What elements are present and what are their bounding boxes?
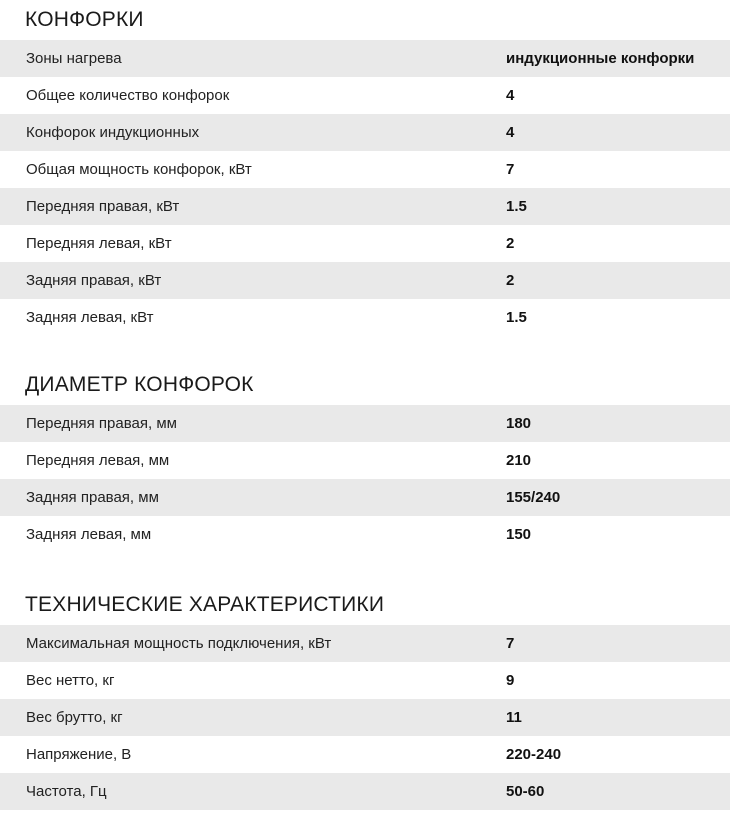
spec-row [0, 699, 730, 736]
section-title: ТЕХНИЧЕСКИЕ ХАРАКТЕРИСТИКИ [25, 593, 385, 616]
spec-label: Передняя правая, кВт [26, 198, 180, 215]
spec-label: Зоны нагрева [26, 50, 122, 67]
spec-label: Вес брутто, кг [26, 709, 123, 726]
spec-row [0, 773, 730, 810]
spec-label: Задняя левая, мм [26, 526, 152, 543]
spec-value: 7 [506, 161, 515, 178]
spec-value: 210 [506, 452, 532, 469]
spec-label: Общая мощность конфорок, кВт [26, 161, 252, 178]
spec-value: 2 [506, 235, 515, 252]
section-burners [0, 0, 730, 336]
spec-row [0, 405, 730, 442]
spec-value: 220-240 [506, 746, 562, 763]
spec-label: Максимальная мощность подключения, кВт [26, 635, 332, 652]
section-title: КОНФОРКИ [25, 8, 144, 31]
spec-value: 180 [506, 415, 532, 432]
spec-value: 11 [506, 709, 522, 726]
spec-label: Общее количество конфорок [26, 87, 230, 104]
spec-row [0, 299, 730, 336]
spec-label: Напряжение, В [26, 746, 132, 763]
spec-value: 150 [506, 526, 532, 543]
spec-label: Передняя правая, мм [26, 415, 177, 432]
spec-value: 4 [506, 124, 515, 141]
spec-label: Передняя левая, мм [26, 452, 170, 469]
spec-label: Задняя правая, мм [26, 489, 159, 506]
section-burner-diameters [0, 365, 730, 553]
spec-row [0, 736, 730, 773]
spec-value: 2 [506, 272, 515, 289]
section-title: ДИАМЕТР КОНФОРОК [25, 373, 254, 396]
spec-row [0, 442, 730, 479]
spec-value: 155/240 [506, 489, 561, 506]
spec-value: 4 [506, 87, 515, 104]
spec-row [0, 662, 730, 699]
spec-row [0, 625, 730, 662]
spec-label: Конфорок индукционных [26, 124, 200, 141]
spec-row [0, 114, 730, 151]
spec-row [0, 262, 730, 299]
spec-label: Задняя правая, кВт [26, 272, 162, 289]
spec-label: Передняя левая, кВт [26, 235, 172, 252]
spec-label: Частота, Гц [26, 783, 107, 800]
spec-value: 50-60 [506, 783, 545, 800]
spec-row [0, 188, 730, 225]
spec-label: Задняя левая, кВт [26, 309, 154, 326]
spec-row [0, 77, 730, 114]
spec-row [0, 479, 730, 516]
spec-row [0, 225, 730, 262]
spec-value: индукционные конфорки [506, 50, 695, 67]
section-technical-specs [0, 585, 730, 810]
spec-row [0, 151, 730, 188]
spec-value: 1.5 [506, 309, 527, 326]
spec-value: 7 [506, 635, 515, 652]
spec-value: 9 [506, 672, 515, 689]
spec-value: 1.5 [506, 198, 527, 215]
spec-label: Вес нетто, кг [26, 672, 115, 689]
spec-row [0, 40, 730, 77]
spec-row [0, 516, 730, 553]
